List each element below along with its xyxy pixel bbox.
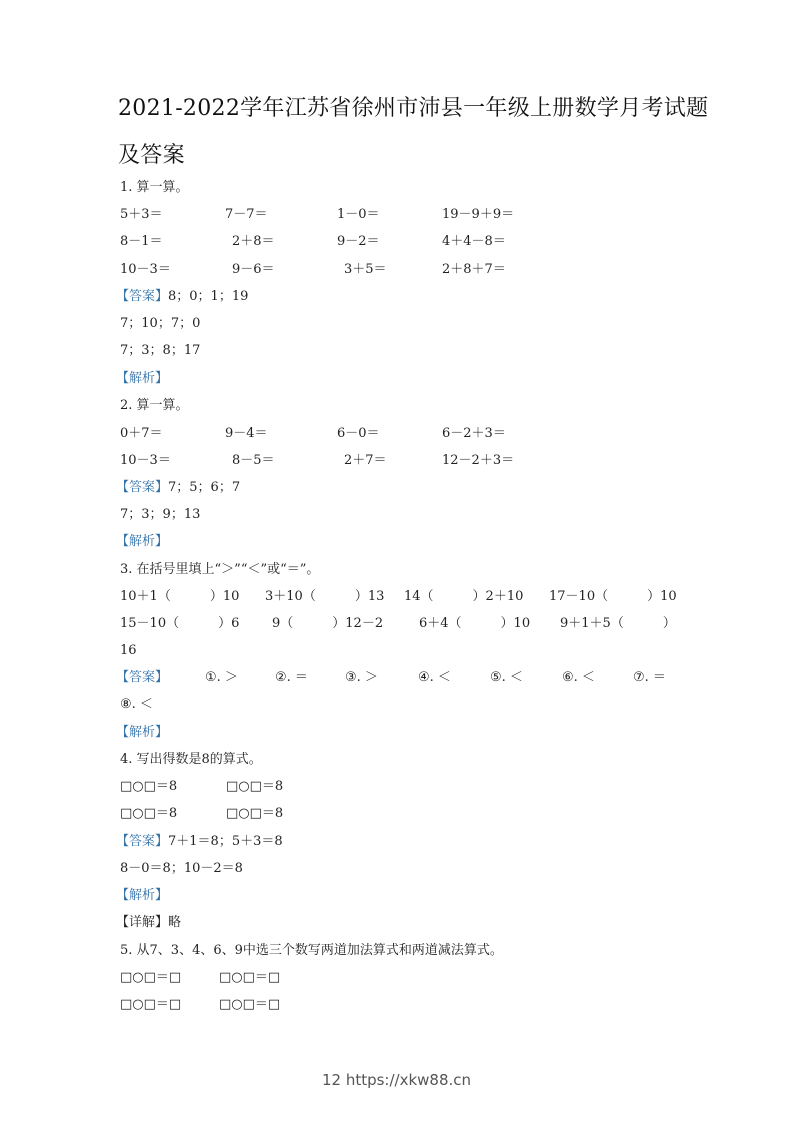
q3-answer-item: ③. ＞	[345, 670, 378, 685]
q2-expr: 6－2＋3＝	[442, 426, 506, 441]
q1-expr: 19－9＋9＝	[442, 207, 515, 222]
q3-heading: 3. 在括号里填上“＞”“＜”或“＝”。	[120, 562, 320, 577]
q4-heading: 4. 写出得数是8的算式。	[120, 752, 262, 767]
q3-answer-item: ⑥. ＜	[562, 670, 595, 685]
q3-answer-item: ⑦. ＝	[633, 670, 666, 685]
q1-answer-line: 7；10；7；0	[120, 316, 201, 331]
page-footer: 12 https://xkw88.cn	[321, 1071, 472, 1089]
q4-detail	[116, 915, 181, 931]
q3-answer-item: ①. ＞	[205, 670, 238, 685]
answer-tag: 【答案】	[116, 289, 169, 304]
q2-expr: 6－0＝	[337, 426, 380, 441]
q1-expr: 4＋4－8＝	[442, 234, 506, 249]
q3-answer-item: ④. ＜	[418, 670, 451, 685]
q4-analysis-tag: 【解析】	[116, 888, 169, 903]
q2-expr: 8－5＝	[232, 453, 275, 468]
q2-answer	[116, 480, 240, 496]
q1-expr: 10－3＝	[120, 262, 171, 277]
q2-expr: 2＋7＝	[344, 453, 387, 468]
q1-expr: 2＋8＋7＝	[442, 262, 506, 277]
answer-text: 7＋1＝8；5＋3＝8	[168, 834, 283, 849]
answer-text: 7；5；6；7	[168, 480, 241, 495]
q5-heading: 5. 从7、3、4、6、9中选三个数写两道加法算式和两道减法算式。	[120, 943, 503, 958]
q3-compare-wrap: 16	[120, 643, 137, 658]
q3-answer-item: ②. ＝	[275, 670, 308, 685]
q4-answer	[116, 834, 283, 850]
q3-compare: 10＋1（ ）10	[120, 589, 240, 604]
q1-expr: 7－7＝	[225, 207, 268, 222]
q1-analysis-tag: 【解析】	[116, 371, 169, 386]
q1-heading: 1. 算一算。	[120, 180, 189, 195]
q2-expr: 12－2＋3＝	[442, 453, 515, 468]
q2-heading: 2. 算一算。	[120, 398, 189, 413]
q1-expr: 9－2＝	[337, 234, 380, 249]
q1-answer-line: 7；3；8；17	[120, 343, 201, 358]
q3-compare: 3＋10（ ）13	[265, 589, 385, 604]
detail-text: 略	[168, 915, 182, 930]
q2-expr: 10－3＝	[120, 453, 171, 468]
q1-expr: 2＋8＝	[232, 234, 275, 249]
q1-expr: 9－6＝	[232, 262, 275, 277]
q4-template: □○□＝8	[120, 806, 178, 821]
q3-compare: 14（ ）2＋10	[404, 589, 524, 604]
answer-tag: 【答案】	[116, 834, 169, 849]
q3-compare: 17－10（ ）10	[549, 589, 677, 604]
q1-expr: 1－0＝	[337, 207, 380, 222]
detail-tag: 【详解】	[116, 915, 169, 930]
q3-analysis-tag: 【解析】	[116, 725, 169, 740]
q1-answer	[116, 289, 248, 305]
q3-answer-item: ⑤. ＜	[490, 670, 523, 685]
q3-compare: 6＋4（ ）10	[419, 616, 531, 631]
q4-answer-line: 8－0＝8；10－2＝8	[120, 861, 243, 876]
q2-expr: 9－4＝	[225, 426, 268, 441]
q1-expr: 8－1＝	[120, 234, 163, 249]
q3-compare: 9＋1＋5（ ）	[560, 616, 676, 631]
q4-template: □○□＝8	[226, 779, 284, 794]
q2-analysis-tag: 【解析】	[116, 534, 169, 549]
q1-expr: 5＋3＝	[120, 207, 163, 222]
q5-template: □○□＝□	[219, 970, 281, 985]
answer-tag: 【答案】	[116, 480, 169, 495]
q3-answer-tag: 【答案】	[116, 670, 169, 685]
answer-text: 8；0；1；19	[168, 289, 249, 304]
document-title-line2: 及答案	[118, 143, 185, 168]
q5-template: □○□＝□	[120, 997, 182, 1012]
q3-compare: 15－10（ ）6	[120, 616, 240, 631]
q3-answer-item: ⑧. ＜	[120, 697, 153, 712]
q5-template: □○□＝□	[120, 970, 182, 985]
q2-answer-line: 7；3；9；13	[120, 507, 201, 522]
q2-expr: 0＋7＝	[120, 426, 163, 441]
q4-template: □○□＝8	[120, 779, 178, 794]
document-title-line1: 2021-2022学年江苏省徐州市沛县一年级上册数学月考试题	[118, 96, 709, 121]
q1-expr: 3＋5＝	[344, 262, 387, 277]
q3-compare: 9（ ）12－2	[272, 616, 384, 631]
q5-template: □○□＝□	[219, 997, 281, 1012]
q4-template: □○□＝8	[226, 806, 284, 821]
